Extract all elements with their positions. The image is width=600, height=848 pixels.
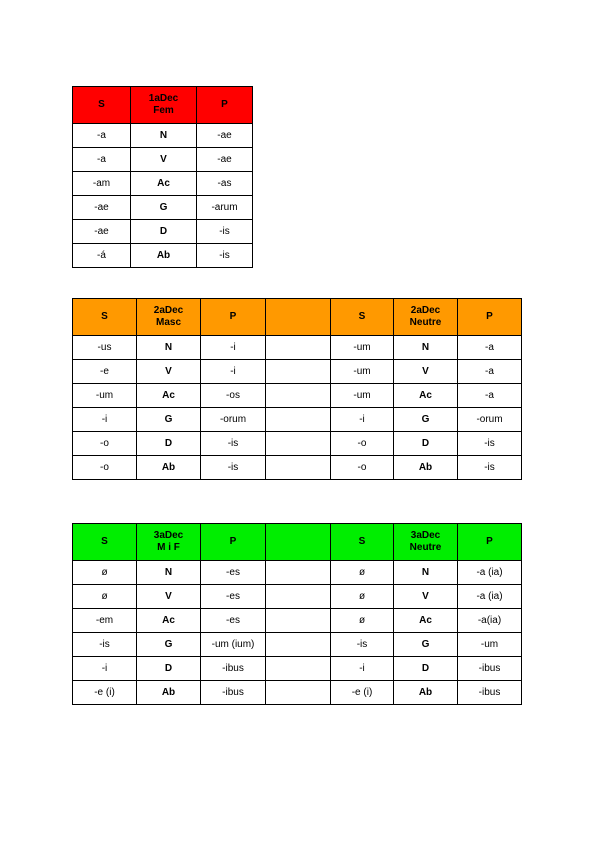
table-row [73,456,522,480]
singular-ending: -á [73,244,131,268]
left-singular-ending: -um [73,384,137,408]
plural-ending: -ae [197,148,253,172]
header-row [73,87,253,124]
spacer-cell [266,609,331,633]
left-plural-ending: -ibus [201,681,266,705]
neut-declension-title [394,299,458,336]
declension-title-line1: 3aDec [153,530,184,541]
spacer-header [266,524,331,561]
header-row [73,299,522,336]
declension-title-line1: 2aDec [153,305,184,316]
plural-ending: -arum [197,196,253,220]
case-label: V [131,148,197,172]
neut-plural-header: P [458,299,522,336]
neut-plural-ending: -a [458,336,522,360]
spacer-cell [266,384,331,408]
singular-ending: -a [73,124,131,148]
plural-ending: -is [197,244,253,268]
left-plural-ending: -es [201,609,266,633]
third-declension-table [72,523,522,705]
neut-plural-ending: -is [458,456,522,480]
neut-case-label: N [394,336,458,360]
spacer-cell [266,456,331,480]
neut-case-label: Ab [394,681,458,705]
left-plural-ending: -is [201,432,266,456]
declension-title-line2: Neutre [409,317,442,328]
plural-ending: -ae [197,124,253,148]
table-row [73,585,522,609]
table-row [73,336,522,360]
left-plural-ending: -os [201,384,266,408]
declension-title-line1: 2aDec [410,305,441,316]
neut-singular-ending: -um [331,384,394,408]
neut-plural-ending: -a(ia) [458,609,522,633]
declension-title-line2: M i F [157,542,180,553]
neut-case-label: N [394,561,458,585]
spacer-cell [266,360,331,384]
table-row [73,384,522,408]
mf-plural-header: P [201,524,266,561]
spacer-header [266,299,331,336]
left-case-label: V [137,585,201,609]
left-singular-ending: -e (i) [73,681,137,705]
spacer-cell [266,585,331,609]
mf-declension-title [137,524,201,561]
second-declension-table [72,298,522,480]
plural-header: P [197,87,253,124]
neut-declension-title [394,524,458,561]
table-row [73,657,522,681]
declension-title-line2: Masc [155,317,181,328]
left-case-label: D [137,432,201,456]
table-row [73,196,253,220]
left-plural-ending: -orum [201,408,266,432]
neut-singular-ending: -o [331,456,394,480]
table-row [73,244,253,268]
spacer-cell [266,336,331,360]
neut-plural-ending: -ibus [458,681,522,705]
masc-declension-title [137,299,201,336]
neut-singular-ending: -e (i) [331,681,394,705]
table-row [73,561,522,585]
left-singular-ending: -us [73,336,137,360]
table-row [73,360,522,384]
singular-header: S [73,87,131,124]
left-singular-ending: -i [73,408,137,432]
neut-singular-ending: ø [331,561,394,585]
table-row [73,148,253,172]
neut-case-label: Ac [394,384,458,408]
left-case-label: V [137,360,201,384]
table-row [73,633,522,657]
left-singular-ending: -i [73,657,137,681]
neut-case-label: Ab [394,456,458,480]
neut-singular-ending: -i [331,408,394,432]
left-case-label: D [137,657,201,681]
left-plural-ending: -i [201,336,266,360]
left-plural-ending: -i [201,360,266,384]
left-case-label: G [137,633,201,657]
neut-plural-ending: -ibus [458,657,522,681]
spacer-cell [266,408,331,432]
left-plural-ending: -es [201,561,266,585]
neut-plural-ending: -a [458,384,522,408]
case-label: G [131,196,197,220]
neut-singular-ending: -um [331,360,394,384]
declension-title-line2: Fem [153,105,174,116]
left-singular-ending: -e [73,360,137,384]
case-label: Ac [131,172,197,196]
neut-singular-header: S [331,524,394,561]
neut-plural-ending: -a (ia) [458,585,522,609]
table-row [73,124,253,148]
left-case-label: Ab [137,681,201,705]
neut-singular-header: S [331,299,394,336]
mf-singular-header: S [73,524,137,561]
neut-plural-ending: -a [458,360,522,384]
table-row [73,408,522,432]
left-case-label: N [137,336,201,360]
singular-ending: -a [73,148,131,172]
case-label: N [131,124,197,148]
neut-plural-ending: -a (ia) [458,561,522,585]
left-singular-ending: -is [73,633,137,657]
plural-ending: -as [197,172,253,196]
case-label: D [131,220,197,244]
left-singular-ending: ø [73,561,137,585]
left-case-label: N [137,561,201,585]
header-row [73,524,522,561]
first-declension-table [72,86,253,268]
table-row [73,432,522,456]
left-plural-ending: -um (ium) [201,633,266,657]
table-row [73,609,522,633]
left-singular-ending: ø [73,585,137,609]
declension-title-line1: 1aDec [148,93,179,104]
table-row [73,220,253,244]
neut-plural-header: P [458,524,522,561]
neut-plural-ending: -um [458,633,522,657]
neut-plural-ending: -orum [458,408,522,432]
left-singular-ending: -em [73,609,137,633]
spacer-cell [266,561,331,585]
declension-title-line2: Neutre [409,542,442,553]
masc-plural-header: P [201,299,266,336]
neut-case-label: V [394,585,458,609]
plural-ending: -is [197,220,253,244]
singular-ending: -ae [73,220,131,244]
table-row [73,172,253,196]
spacer-cell [266,432,331,456]
neut-case-label: Ac [394,609,458,633]
spacer-cell [266,633,331,657]
singular-ending: -ae [73,196,131,220]
neut-case-label: V [394,360,458,384]
spacer-cell [266,657,331,681]
left-singular-ending: -o [73,456,137,480]
singular-ending: -am [73,172,131,196]
left-plural-ending: -is [201,456,266,480]
left-plural-ending: -ibus [201,657,266,681]
spacer-cell [266,681,331,705]
neut-singular-ending: ø [331,585,394,609]
neut-singular-ending: -i [331,657,394,681]
neut-case-label: G [394,633,458,657]
left-plural-ending: -es [201,585,266,609]
case-label: Ab [131,244,197,268]
left-singular-ending: -o [73,432,137,456]
neut-singular-ending: -um [331,336,394,360]
neut-singular-ending: -o [331,432,394,456]
table-row [73,681,522,705]
neut-case-label: G [394,408,458,432]
neut-case-label: D [394,432,458,456]
neut-singular-ending: ø [331,609,394,633]
left-case-label: Ab [137,456,201,480]
declension-title [131,87,197,124]
neut-case-label: D [394,657,458,681]
masc-singular-header: S [73,299,137,336]
left-case-label: Ac [137,609,201,633]
left-case-label: Ac [137,384,201,408]
neut-plural-ending: -is [458,432,522,456]
left-case-label: G [137,408,201,432]
neut-singular-ending: -is [331,633,394,657]
declension-title-line1: 3aDec [410,530,441,541]
